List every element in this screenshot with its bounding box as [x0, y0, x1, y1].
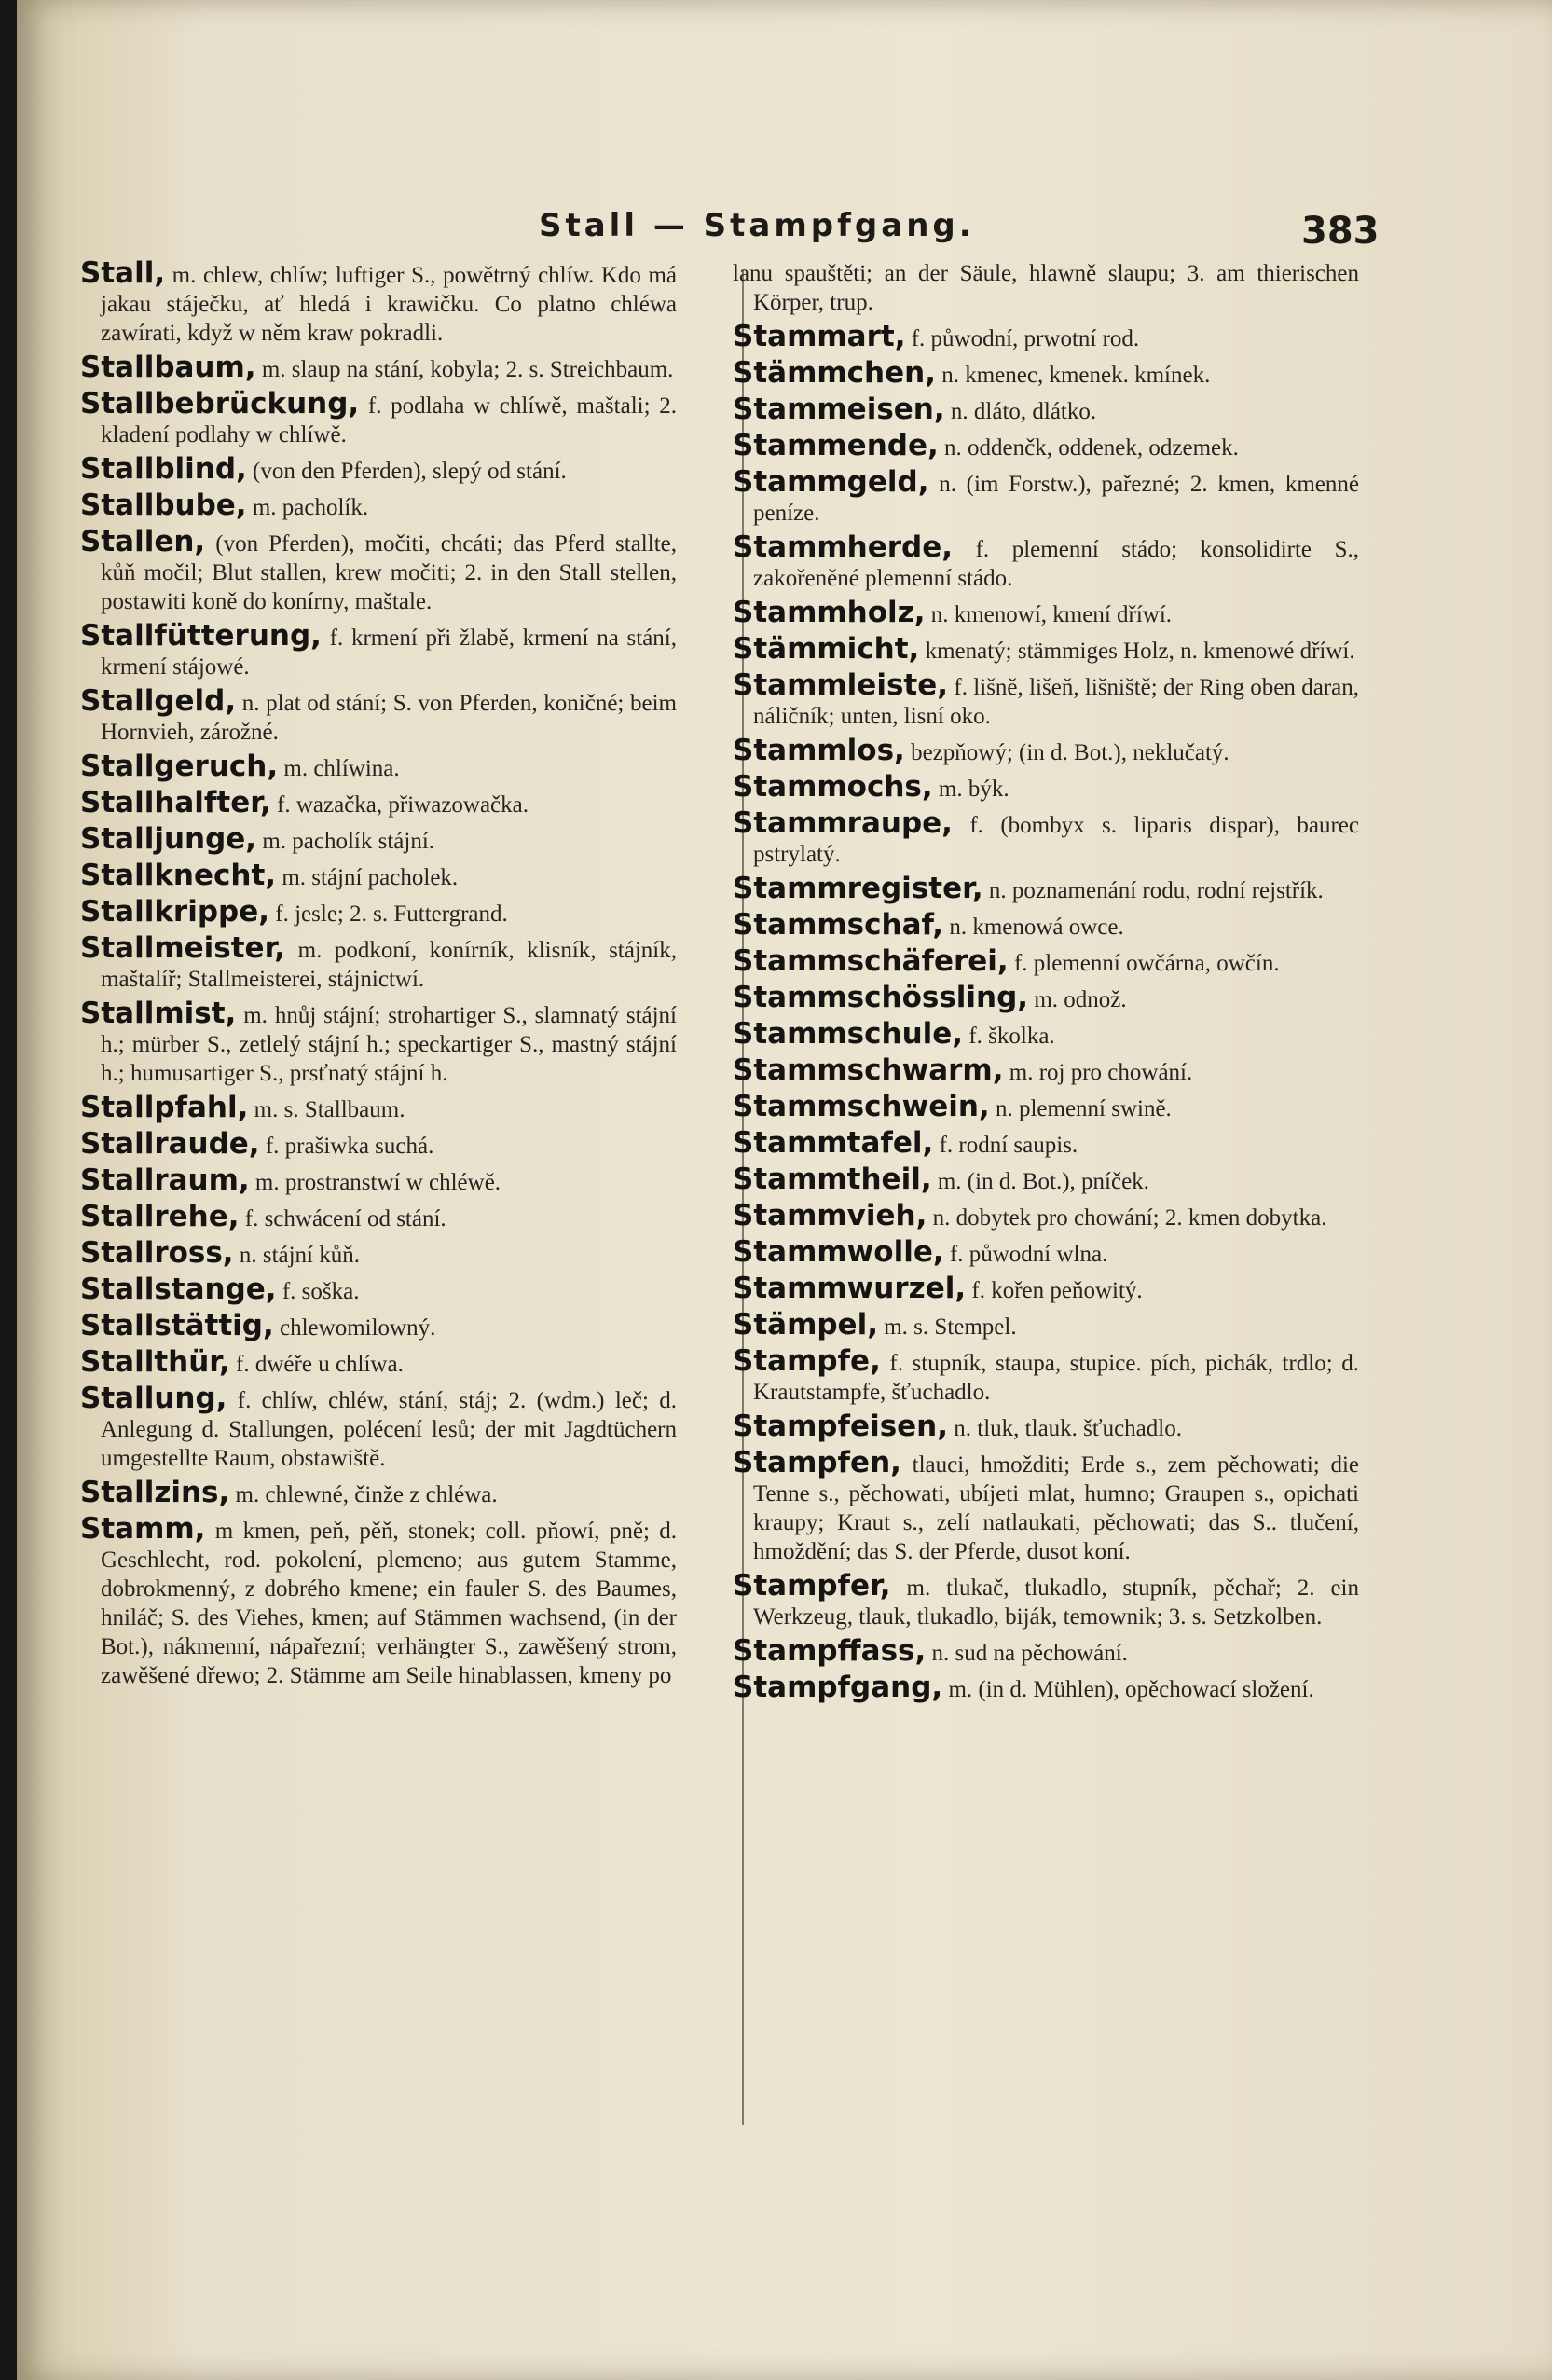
entry-definition: m. chlíwina. — [278, 756, 400, 781]
entry-headword: Stallzins, — [80, 1476, 230, 1509]
entry-definition: f. lišně, lišeň, lišniště; der Ring oben daran, náličník; unten, lisní oko. — [753, 675, 1359, 729]
dictionary-entry — [80, 1512, 677, 1690]
entry-headword: Stammraupe, — [733, 806, 953, 840]
entry-definition: f. stupník, staupa, stupice. pích, pichák, trdlo; d. Krautstampfe, šťuchadlo. — [753, 1351, 1359, 1405]
dictionary-entry — [733, 981, 1359, 1014]
entry-headword: Stallhalfter, — [80, 786, 271, 819]
dictionary-entry — [733, 1673, 1359, 1704]
entry-definition: m. slaup na stání, kobyla; 2. s. Streichbaum. — [255, 357, 674, 382]
dictionary-entry — [80, 1236, 677, 1270]
entry-headword: Stammholz, — [733, 596, 926, 629]
entry-headword: Stallmist, — [80, 997, 237, 1030]
entry-headword: Stallen, — [80, 525, 206, 558]
dictionary-entry — [80, 1200, 677, 1233]
entry-headword: Stammende, — [733, 429, 939, 462]
dictionary-entry — [80, 1384, 677, 1473]
dictionary-entry — [733, 632, 1359, 666]
dictionary-entry — [733, 806, 1359, 869]
entry-definition: n. dláto, dlátko. — [944, 399, 1097, 424]
dictionary-page — [17, 0, 1552, 2380]
entry-headword: Stammvieh, — [733, 1199, 927, 1232]
dictionary-entry — [733, 429, 1359, 462]
dictionary-entry — [80, 1309, 677, 1342]
entry-definition: tlauci, hmožditi; Erde s., zem pěchowati; die Tenne s., pěchowati, ubíjeti mlat, humno; Graupen s., opichati kraupy; Kraut s., zelí natlaukati, pěchowati; das S.. tlučení, hmoždění; das S. der Pferde, dusot koní. — [753, 1452, 1359, 1564]
entry-headword: Stammlos, — [733, 734, 905, 767]
dictionary-entry — [80, 387, 677, 449]
entry-definition: m. hnůj stájní; strohartiger S., slamnatý stájní h.; mürber S., zetlelý stájní h.; speckartiger S., mastný stájní h.; humusartiger S., prsťnatý stájní h. — [101, 1003, 677, 1086]
entry-definition: n. dobytek pro chowání; 2. kmen dobytka. — [927, 1205, 1327, 1231]
entry-headword: Stallraum, — [80, 1163, 250, 1197]
entry-headword: Stallbaum, — [80, 351, 256, 384]
dictionary-entry — [733, 908, 1359, 942]
entry-definition: f. schwácení od stání. — [239, 1206, 446, 1231]
dictionary-entry — [733, 1634, 1359, 1668]
dictionary-entry — [733, 1569, 1359, 1631]
dictionary-entry — [80, 1345, 677, 1379]
entry-definition: (von Pferden), močiti, chcáti; das Pferd stallte, kůň močil; Blut stallen, krew močiti; 2. in den Stall stellen, postawiti koně do konírny, maštale. — [101, 531, 677, 614]
entry-definition: m. roj pro chowání. — [1003, 1060, 1193, 1085]
left-column — [80, 256, 677, 1696]
entry-definition: m. prostranstwí w chléwě. — [249, 1170, 501, 1195]
entry-definition: f. jesle; 2. s. Futtergrand. — [269, 901, 508, 927]
entry-headword: Stammwurzel, — [733, 1272, 967, 1305]
entry-headword: Stammschwein, — [733, 1090, 990, 1123]
entry-definition: m. (in d. Bot.), pníček. — [931, 1169, 1149, 1194]
dictionary-entry — [733, 1090, 1359, 1123]
entry-headword: Stampffass, — [733, 1634, 927, 1668]
entry-headword: Stammwolle, — [733, 1235, 944, 1269]
dictionary-entry — [733, 770, 1359, 804]
entry-headword: Stallross, — [80, 1236, 234, 1270]
dictionary-entry — [733, 1235, 1359, 1269]
entry-headword: Stallmeister, — [80, 931, 286, 965]
entry-definition: m. (in d. Mühlen), opěchowací složení. — [942, 1677, 1314, 1702]
dictionary-entry — [733, 1446, 1359, 1566]
entry-definition: m. tlukač, tlukadlo, stupník, pěchař; 2. ein Werkzeug, tlauk, tlukadlo, biják, temownik; 3. s. Setzkolben. — [753, 1575, 1359, 1630]
entry-headword: Stall, — [80, 256, 166, 290]
entry-definition: m. býk. — [932, 777, 1009, 802]
entry-headword: Stallung, — [80, 1382, 227, 1415]
entry-definition: n. oddenčk, oddenek, odzemek. — [938, 435, 1239, 461]
right-column — [733, 259, 1359, 1710]
entry-definition: n. poznamenání rodu, rodní rejstřík. — [982, 878, 1324, 903]
entry-definition: m. pacholík stájní. — [256, 829, 435, 854]
dictionary-entry — [80, 1163, 677, 1197]
entry-definition: m. odnož. — [1028, 987, 1127, 1012]
dictionary-entry — [80, 752, 677, 783]
entry-headword: Stallraude, — [80, 1127, 260, 1161]
entry-headword: Stallkrippe, — [80, 895, 270, 929]
entry-headword: Stallgeld, — [80, 684, 237, 718]
dictionary-entry — [733, 530, 1359, 593]
entry-definition: n. plemenní swině. — [989, 1096, 1172, 1121]
entry-definition: f. chlíw, chléw, stání, stáj; 2. (wdm.) leč; d. Anlegung d. Stallungen, polécení lesů; der mit Jagdtüchern umgestellte Raum, obstawiště. — [101, 1388, 677, 1471]
dictionary-entry — [733, 598, 1359, 629]
entry-definition: f. plemenní stádo; konsolidirte S., zakořeněné plemenní stádo. — [753, 537, 1359, 591]
dictionary-entry — [80, 452, 677, 486]
running-header: Stall — Stampfgang. — [539, 207, 975, 244]
entry-headword: Stammherde, — [733, 530, 954, 564]
dictionary-entry — [80, 488, 677, 522]
entry-definition: (von den Pferden), slepý od stání. — [246, 459, 567, 484]
entry-definition: bezpňowý; (in d. Bot.), neklučatý. — [904, 740, 1229, 765]
dictionary-entry — [80, 525, 677, 616]
entry-definition: f. prašiwka suchá. — [259, 1134, 434, 1159]
entry-definition: m. chlew, chlíw; luftiger S., powětrný chlíw. Kdo má jakau stáječku, ať hledá i krawičku. Co platno chléwa zawírati, když w něm kraw pokradli. — [101, 263, 677, 346]
dictionary-entry — [80, 895, 677, 929]
dictionary-entry — [733, 668, 1359, 731]
entry-definition: f. rodní saupis. — [933, 1133, 1078, 1158]
entry-headword: Stallstättig, — [80, 1309, 274, 1342]
entry-definition: f. (bombyx s. liparis dispar), baurec pstrylatý. — [753, 813, 1359, 867]
dictionary-entry — [733, 320, 1359, 353]
dictionary-entry — [733, 944, 1359, 978]
entry-definition: lanu spauštěti; an der Säule, hlawně slaupu; 3. am thierischen Körper, trup. — [733, 261, 1359, 315]
entry-headword: Stallpfahl, — [80, 1091, 249, 1124]
entry-headword: Stalljunge, — [80, 822, 257, 856]
entry-definition: m. chlewné, činže z chléwa. — [229, 1482, 498, 1507]
dictionary-entry — [733, 1162, 1359, 1196]
entry-definition: n. sud na pěchowání. — [926, 1641, 1128, 1666]
entry-definition: f. wazačka, přiwazowačka. — [270, 792, 529, 818]
dictionary-entry — [733, 392, 1359, 426]
entry-headword: Stammleiste, — [733, 668, 949, 702]
dictionary-entry — [80, 619, 677, 681]
entry-headword: Stampfgang, — [733, 1671, 943, 1704]
entry-headword: Stallfütterung, — [80, 619, 322, 653]
entry-definition: n. kmenowá owce. — [943, 915, 1124, 940]
entry-headword: Stammeisen, — [733, 392, 945, 426]
dictionary-entry — [80, 684, 677, 747]
entry-definition: f. krmení při žlabě, krmení na stání, krmení stájowé. — [101, 626, 677, 680]
entry-definition: m. stájní pacholek. — [276, 865, 459, 890]
entry-definition: m. s. Stallbaum. — [248, 1097, 405, 1122]
entry-headword: Stammregister, — [733, 872, 983, 905]
dictionary-entry — [80, 822, 677, 856]
entry-headword: Stallstange, — [80, 1273, 277, 1306]
entry-headword: Stallbebrückung, — [80, 387, 360, 420]
dictionary-entry — [80, 1275, 677, 1306]
entry-headword: Stammtafel, — [733, 1126, 934, 1160]
page-number: 383 — [1301, 210, 1380, 253]
entry-definition: f. podlaha w chlíwě, maštali; 2. kladení podlahy w chlíwě. — [101, 393, 677, 447]
entry-headword: Stampfeisen, — [733, 1410, 949, 1443]
entry-headword: Stampfer, — [733, 1569, 891, 1603]
dictionary-entry — [80, 931, 677, 994]
entry-headword: Stamm, — [80, 1512, 206, 1546]
entry-headword: Stammschwarm, — [733, 1053, 1004, 1087]
entry-definition: f. půwodní wlna. — [943, 1242, 1108, 1267]
entry-definition: f. plemenní owčárna, owčín. — [1008, 951, 1280, 976]
dictionary-entry — [733, 1017, 1359, 1051]
entry-definition: m. pacholík. — [246, 495, 369, 520]
entry-definition: m. podkoní, konírník, klisník, stájník, maštalíř; Stallmeisterei, stájnictwí. — [101, 938, 677, 992]
entry-definition: n. kmenowí, kmení dříwí. — [925, 602, 1173, 627]
entry-headword: Stammschössling, — [733, 981, 1029, 1014]
entry-definition: f. půwodní, prwotní rod. — [905, 326, 1140, 351]
dictionary-entry — [733, 736, 1359, 767]
entry-headword: Stampfen, — [733, 1446, 901, 1479]
entry-definition: f. dwéře u chlíwa. — [229, 1352, 404, 1377]
entry-definition: kmenatý; stämmiges Holz, n. kmenowé dříwí. — [919, 639, 1355, 664]
dictionary-entry — [733, 1053, 1359, 1087]
dictionary-entry — [80, 1476, 677, 1509]
entry-definition: n. tluk, tlauk. šťuchadlo. — [948, 1416, 1182, 1441]
entry-headword: Stallthür, — [80, 1345, 230, 1379]
dictionary-entry — [733, 874, 1359, 905]
dictionary-entry — [80, 1127, 677, 1161]
dictionary-entry — [733, 1308, 1359, 1341]
entry-headword: Stallblind, — [80, 452, 247, 486]
entry-headword: Stammschäferei, — [733, 944, 1009, 978]
dictionary-entry — [80, 1091, 677, 1124]
entry-headword: Stammochs, — [733, 770, 933, 804]
dictionary-entry — [733, 1344, 1359, 1407]
entry-headword: Stallrehe, — [80, 1200, 240, 1233]
entry-headword: Stallbube, — [80, 488, 247, 522]
entry-headword: Stallknecht, — [80, 859, 277, 892]
dictionary-entry — [733, 1199, 1359, 1232]
dictionary-entry — [733, 465, 1359, 528]
dictionary-entry — [80, 353, 677, 384]
entry-headword: Stammgeld, — [733, 465, 929, 499]
entry-headword: Stammtheil, — [733, 1162, 932, 1196]
entry-definition: f. kořen peňowitý. — [966, 1278, 1143, 1303]
entry-definition: chlewomilowný. — [273, 1315, 436, 1341]
entry-definition: n. stájní kůň. — [233, 1243, 361, 1268]
dictionary-entry — [733, 1412, 1359, 1443]
entry-headword: Stammart, — [733, 320, 906, 353]
dictionary-entry — [733, 356, 1359, 390]
entry-headword: Stämmchen, — [733, 356, 936, 390]
entry-headword: Stämpel, — [733, 1308, 878, 1341]
dictionary-entry — [733, 259, 1359, 317]
entry-definition: m. s. Stempel. — [877, 1314, 1017, 1340]
entry-headword: Stämmicht, — [733, 632, 920, 666]
dictionary-entry — [80, 861, 677, 892]
dictionary-entry — [80, 786, 677, 819]
entry-definition: n. (im Forstw.), pařezné; 2. kmen, kmenné peníze. — [753, 472, 1359, 526]
entry-headword: Stallgeruch, — [80, 750, 279, 783]
dictionary-entry — [80, 999, 677, 1088]
dictionary-entry — [733, 1126, 1359, 1160]
entry-definition: n. kmenec, kmenek. kmínek. — [935, 363, 1211, 388]
dictionary-entry — [80, 256, 677, 348]
entry-definition: m kmen, peň, pěň, stonek; coll. pňowí, pně; d. Geschlecht, rod. pokolení, plemeno; aus gutem Stamme, dobrokmenný, z dobrého kmene; ein fauler S. des Baumes, hniláč; S. des Viehes, kmen; auf Stämmen wachsend, (in der Bot.), nákmenní, nápařezní; verhängter S., zawěšený strom, zawěšené dřewo; 2. Stämme am Seile hinablassen, kmeny po — [101, 1519, 677, 1688]
entry-definition: f. školka. — [963, 1024, 1055, 1049]
entry-headword: Stammschaf, — [733, 908, 944, 942]
entry-headword: Stammschule, — [733, 1017, 964, 1051]
dictionary-entry — [733, 1274, 1359, 1305]
entry-definition: f. soška. — [276, 1279, 360, 1304]
entry-headword: Stampfe, — [733, 1344, 881, 1378]
entry-definition: n. plat od stání; S. von Pferden, koničné; beim Hornvieh, zárožné. — [101, 691, 677, 745]
